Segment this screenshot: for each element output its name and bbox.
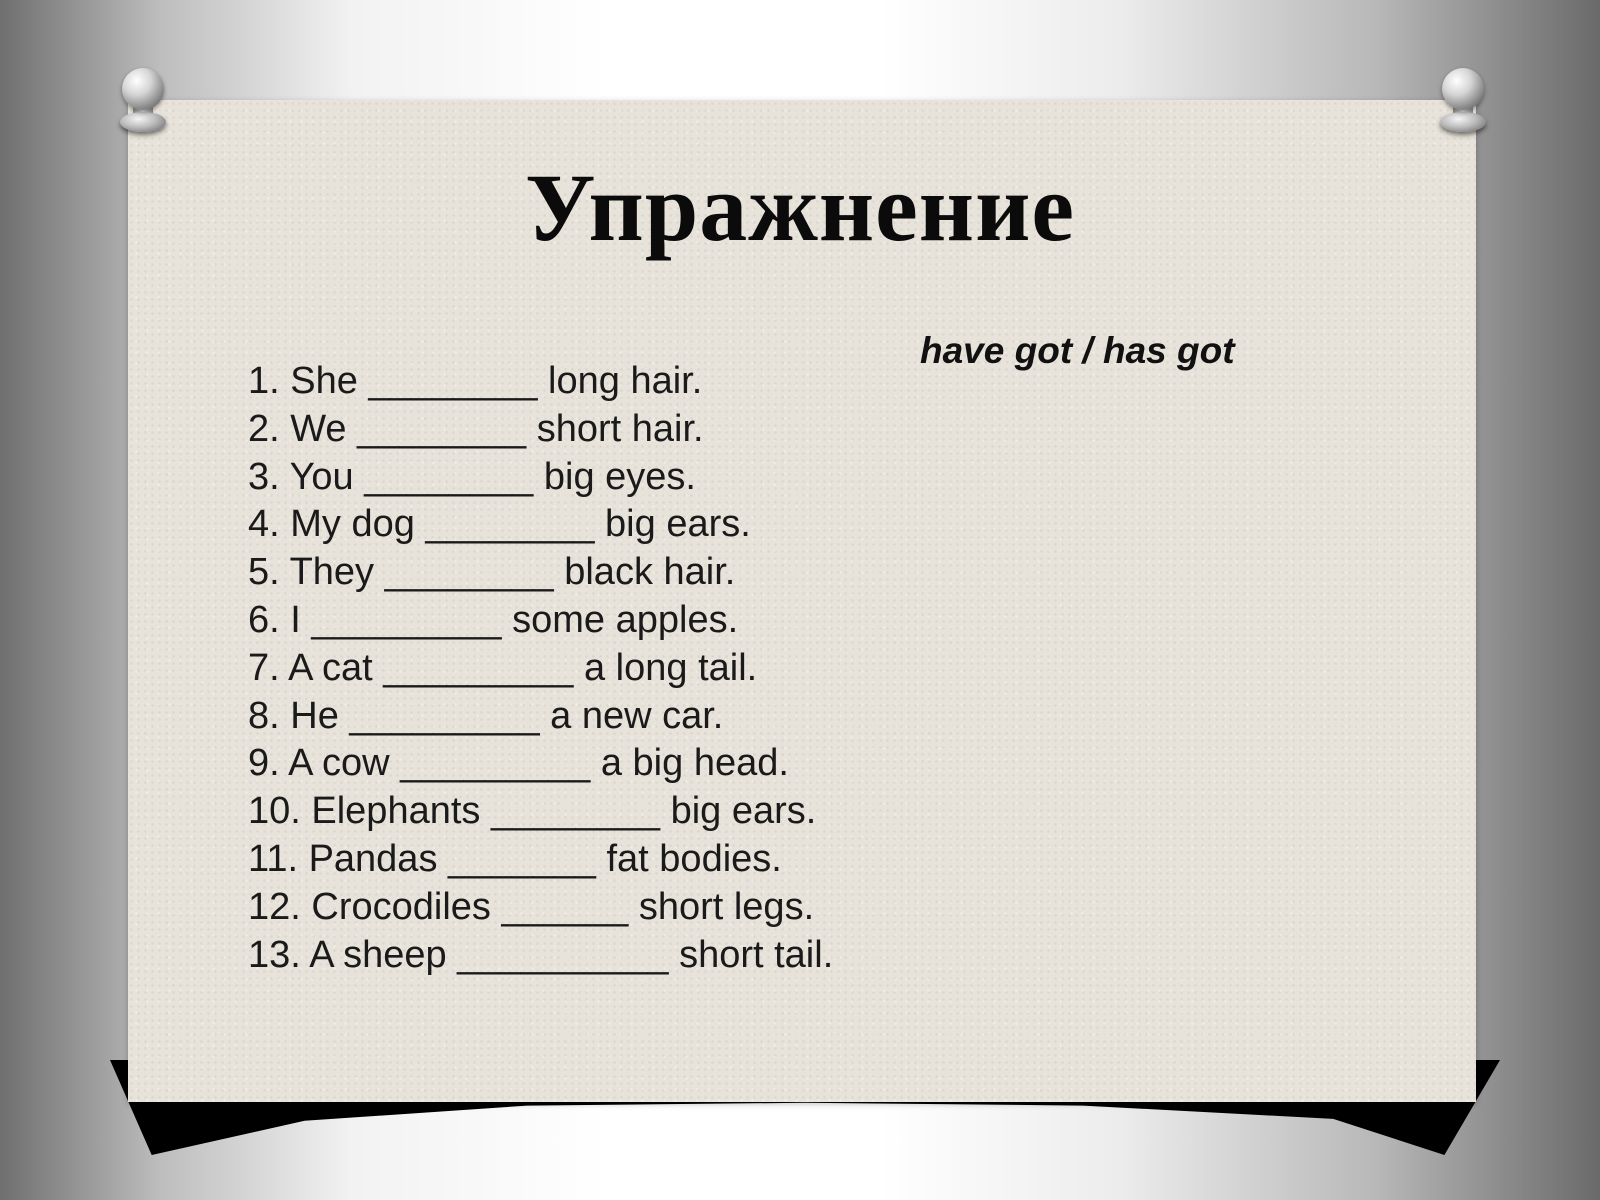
hint-text: have got / has got	[920, 330, 1235, 371]
exercise-item: 4. My dog ________ big ears.	[248, 503, 751, 546]
pushpin-right-icon	[1438, 68, 1488, 134]
exercise-item: 11. Pandas _______ fat bodies.	[248, 837, 782, 880]
exercise-item: 9. A cow _________ a big head.	[248, 742, 789, 785]
exercise-list	[248, 358, 833, 979]
exercise-item: 8. He _________ a new car.	[248, 694, 724, 737]
pushpin-left-icon	[118, 68, 168, 134]
exercise-item: 6. I _________ some apples.	[248, 598, 739, 641]
exercise-item: 5. They ________ black hair.	[248, 551, 736, 594]
exercise-item: 10. Elephants ________ big ears.	[248, 790, 817, 833]
exercise-item: 7. A cat _________ a long tail.	[248, 646, 758, 689]
exercise-item: 13. A sheep __________ short tail.	[248, 933, 834, 976]
exercise-item: 3. You ________ big eyes.	[248, 455, 696, 498]
exercise-item: 12. Crocodiles ______ short legs.	[248, 885, 815, 928]
exercise-item: 1. She ________ long hair.	[248, 360, 703, 402]
page-title: Упражнение	[524, 154, 1076, 261]
exercise-item: 2. We ________ short hair.	[248, 407, 704, 450]
